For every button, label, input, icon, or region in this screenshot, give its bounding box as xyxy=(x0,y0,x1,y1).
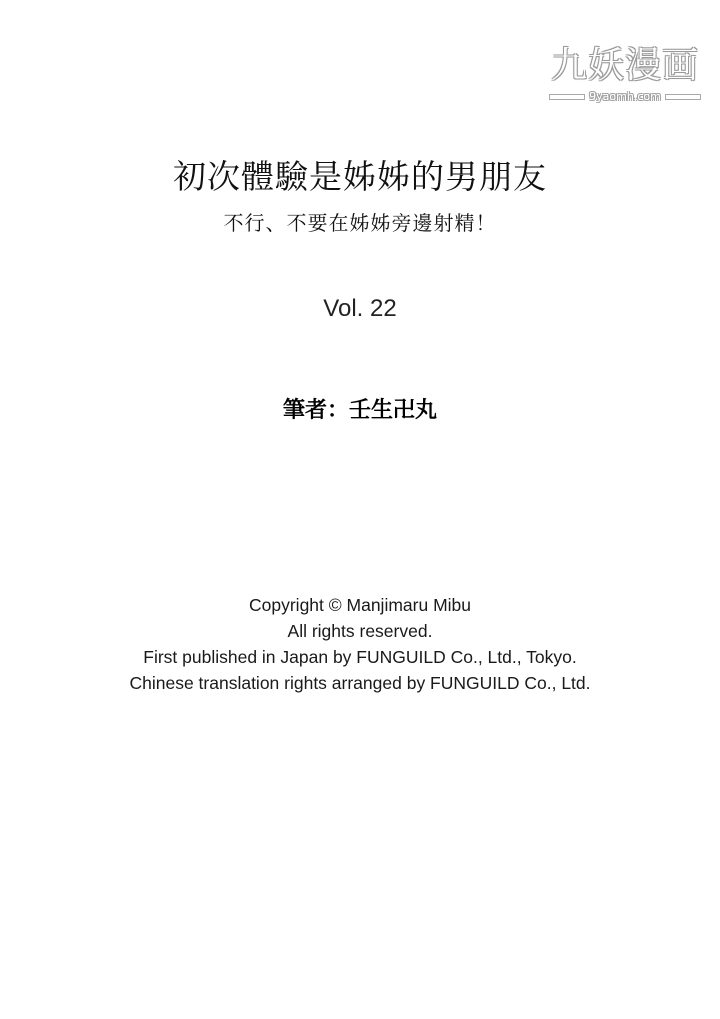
author-credit: 筆者：壬生卍丸 xyxy=(282,398,437,423)
watermark-logo: 九妖漫画 xyxy=(550,45,699,86)
copyright-line: Copyright © Manjimaru Mibu xyxy=(249,595,471,615)
volume-number: Vol. 22 xyxy=(323,295,397,322)
rights-line: All rights reserved. xyxy=(287,621,433,641)
watermark xyxy=(540,44,710,114)
translation-rights-line: Chinese translation rights arranged by FUNGUILD Co., Ltd. xyxy=(129,673,591,693)
watermark-url: 9yaomh.com xyxy=(589,90,661,103)
publication-line: First published in Japan by FUNGUILD Co., Ltd., Tokyo. xyxy=(143,647,577,667)
watermark-divider-left xyxy=(549,94,585,100)
watermark-divider-right xyxy=(665,94,701,100)
watermark-url-row xyxy=(540,90,710,103)
book-subtitle: 不行、不要在姊姊旁邊射精！ xyxy=(223,211,497,235)
book-title: 初次體驗是姊姊的男朋友 xyxy=(173,157,547,196)
copyright-block xyxy=(0,592,720,696)
